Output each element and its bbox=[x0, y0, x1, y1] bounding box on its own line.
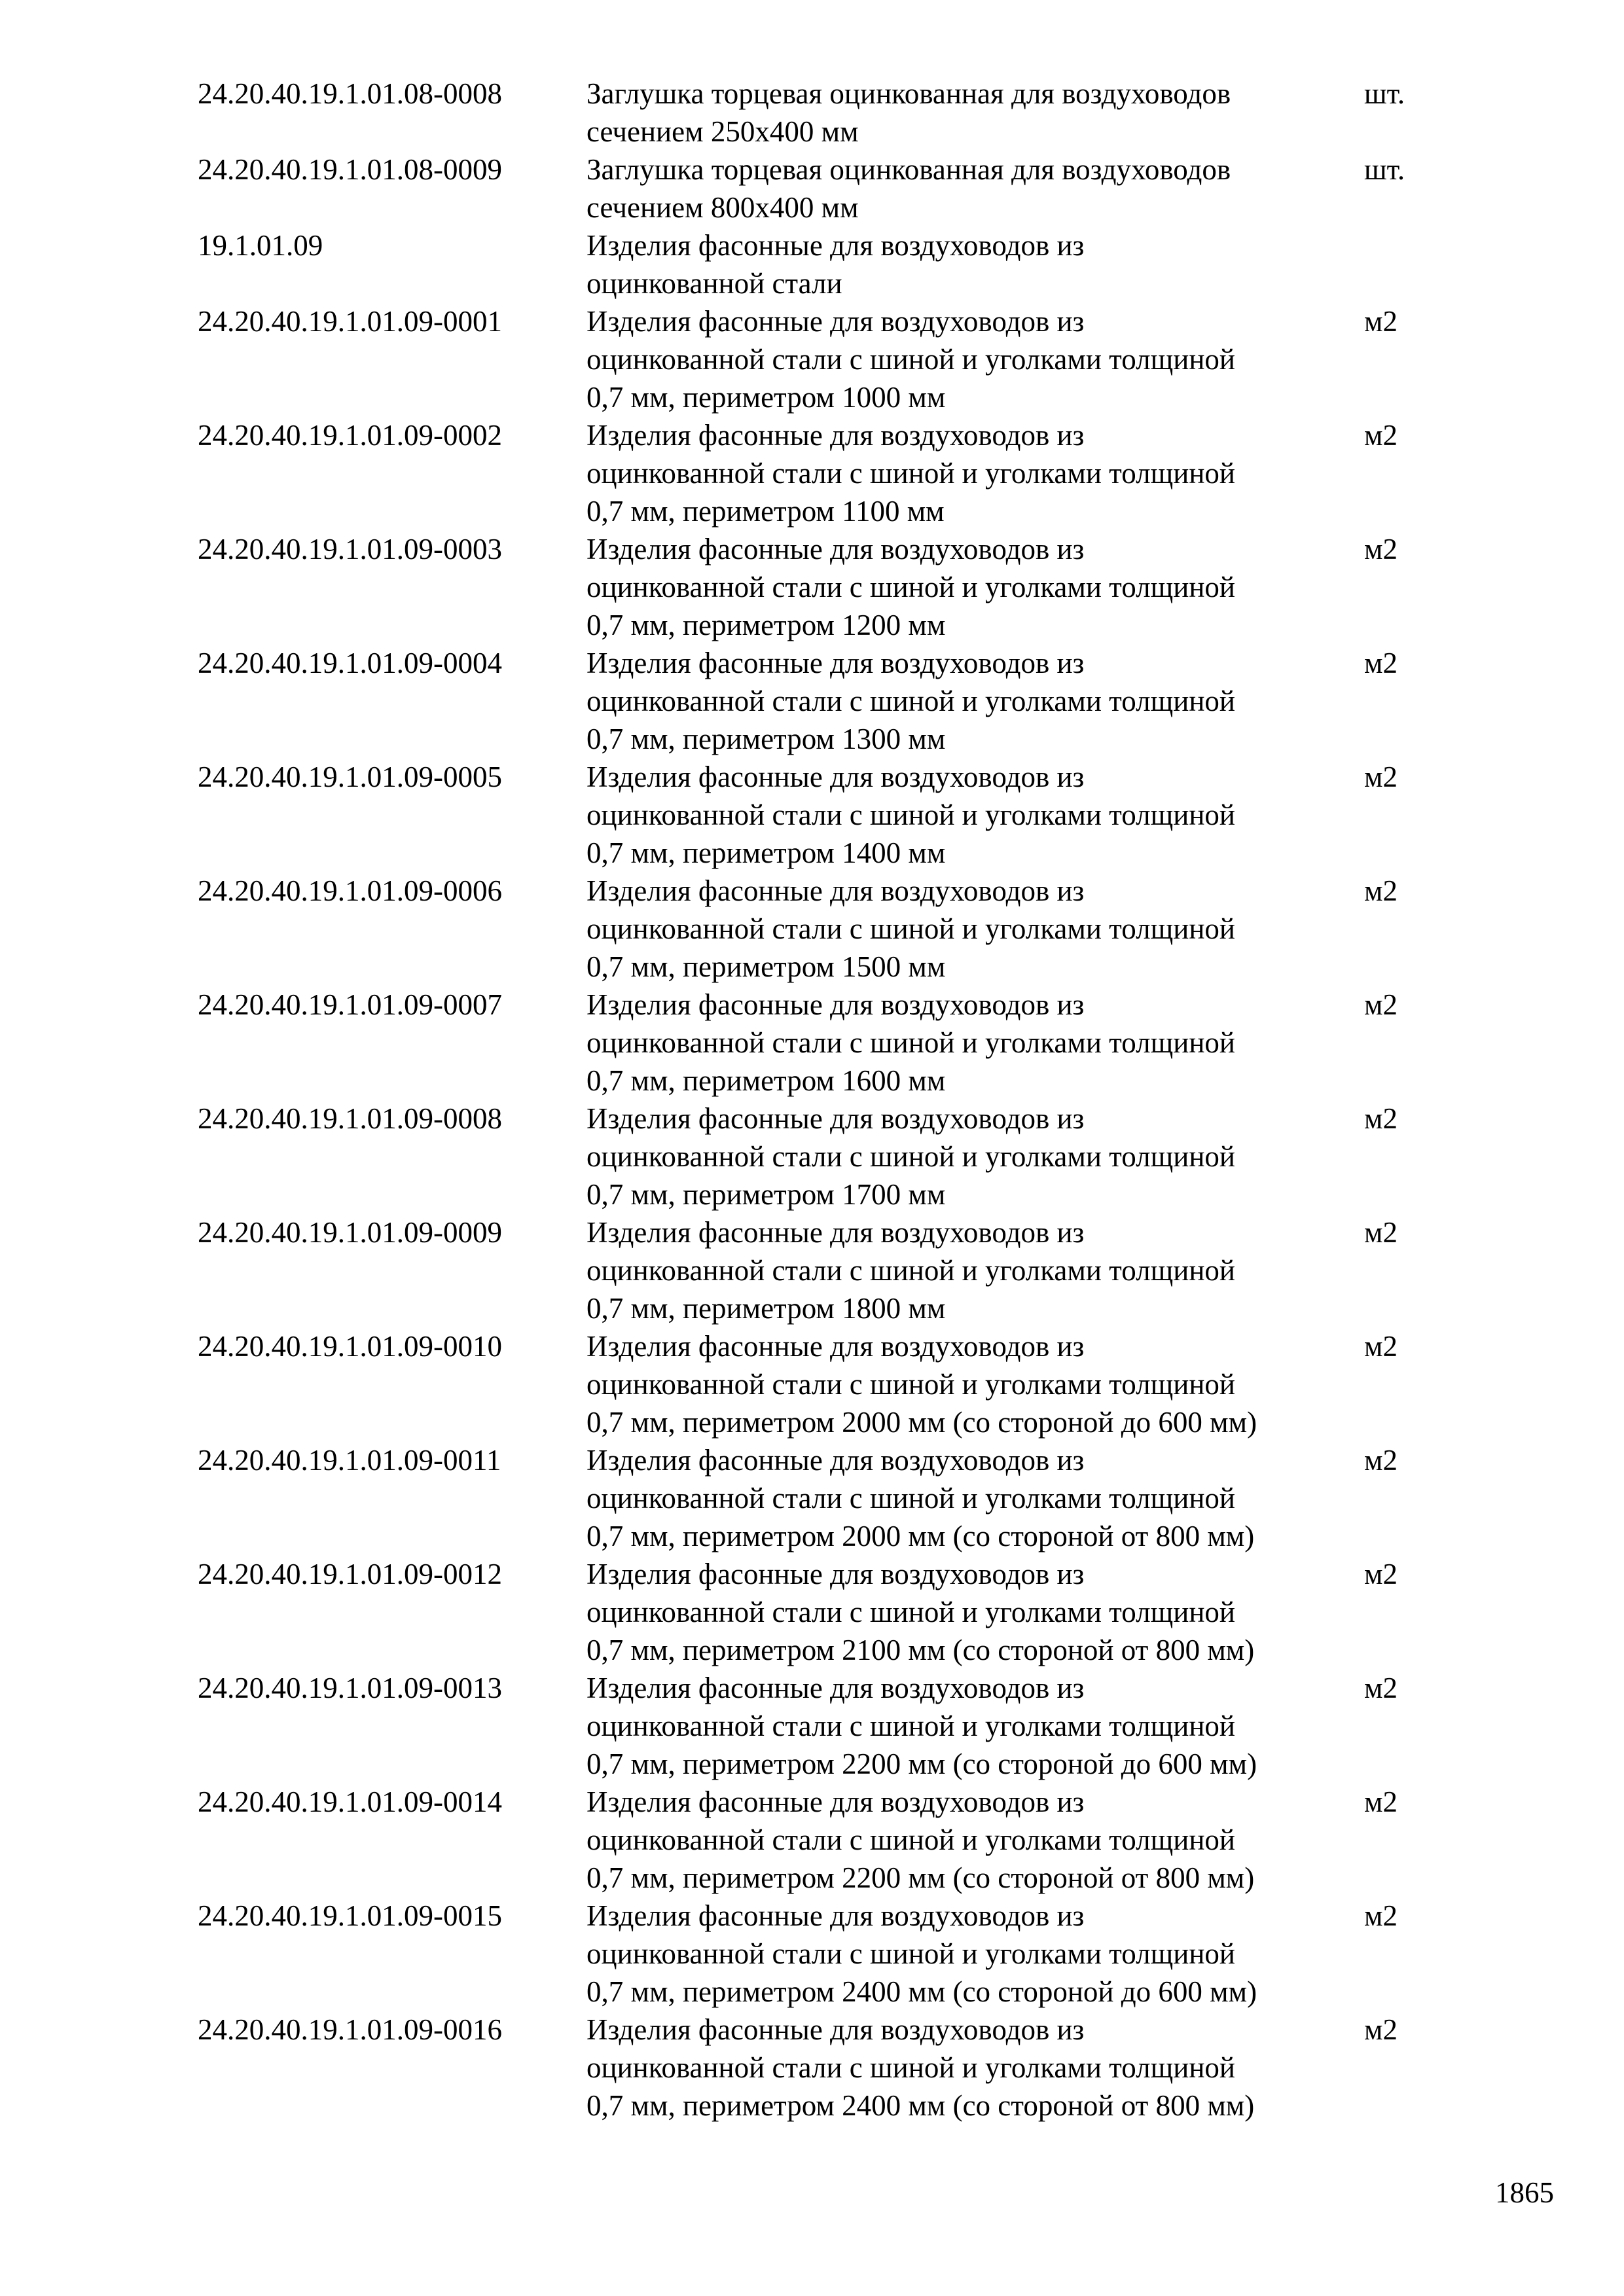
item-name: Изделия фасонные для воздуховодов из оцинкованной стали bbox=[586, 229, 1085, 300]
item-name: Изделия фасонные для воздуховодов из оцинкованной стали с шиной и уголками толщиной 0,7 мм, периметром 1100 мм bbox=[586, 419, 1235, 528]
table-row bbox=[198, 1327, 1441, 1441]
item-code: 24.20.40.19.1.01.09-0005 bbox=[198, 761, 502, 793]
item-name: Заглушка торцевая оцинкованная для воздуховодов сечением 800х400 мм bbox=[586, 153, 1231, 224]
item-name: Изделия фасонные для воздуховодов из оцинкованной стали с шиной и уголками толщиной 0,7 мм, периметром 1300 мм bbox=[586, 647, 1235, 755]
table-row bbox=[198, 530, 1441, 644]
item-name: Изделия фасонные для воздуховодов из оцинкованной стали с шиной и уголками толщиной 0,7 мм, периметром 1200 мм bbox=[586, 533, 1235, 641]
item-unit: м2 bbox=[1364, 2013, 1398, 2046]
item-name: Изделия фасонные для воздуховодов из оцинкованной стали с шиной и уголками толщиной 0,7 мм, периметром 1600 мм bbox=[586, 988, 1235, 1097]
table-row bbox=[198, 644, 1441, 758]
item-code: 24.20.40.19.1.01.09-0001 bbox=[198, 305, 502, 338]
table-row bbox=[198, 1555, 1441, 1669]
item-code: 24.20.40.19.1.01.09-0004 bbox=[198, 647, 502, 679]
item-unit: м2 bbox=[1364, 1444, 1398, 1477]
item-unit: шт. bbox=[1364, 153, 1405, 186]
item-name: Изделия фасонные для воздуховодов из оцинкованной стали с шиной и уголками толщиной 0,7 мм, периметром 2100 мм (со стороной от 800 мм) bbox=[586, 1558, 1255, 1666]
item-unit: м2 bbox=[1364, 1785, 1398, 1818]
item-code: 24.20.40.19.1.01.09-0016 bbox=[198, 2013, 502, 2046]
item-code: 24.20.40.19.1.01.08-0009 bbox=[198, 153, 502, 186]
item-name: Заглушка торцевая оцинкованная для воздуховодов сечением 250х400 мм bbox=[586, 77, 1231, 148]
item-unit: м2 bbox=[1364, 1558, 1398, 1590]
item-name: Изделия фасонные для воздуховодов из оцинкованной стали с шиной и уголками толщиной 0,7 мм, периметром 2200 мм (со стороной от 800 мм) bbox=[586, 1785, 1255, 1894]
item-name: Изделия фасонные для воздуховодов из оцинкованной стали с шиной и уголками толщиной 0,7 мм, периметром 2000 мм (со стороной от 800 мм) bbox=[586, 1444, 1255, 1552]
item-unit: м2 bbox=[1364, 1102, 1398, 1135]
table-row bbox=[198, 2011, 1441, 2125]
item-name: Изделия фасонные для воздуховодов из оцинкованной стали с шиной и уголками толщиной 0,7 мм, периметром 2400 мм (со стороной от 800 мм) bbox=[586, 2013, 1255, 2122]
table-row bbox=[198, 1441, 1441, 1555]
item-unit: м2 bbox=[1364, 647, 1398, 679]
table-row bbox=[198, 75, 1441, 151]
table-row bbox=[198, 1669, 1441, 1783]
item-code: 24.20.40.19.1.01.09-0006 bbox=[198, 874, 502, 907]
item-code: 24.20.40.19.1.01.09-0013 bbox=[198, 1672, 502, 1704]
item-code: 24.20.40.19.1.01.09-0011 bbox=[198, 1444, 501, 1477]
table-row bbox=[198, 302, 1441, 416]
item-unit: м2 bbox=[1364, 1216, 1398, 1249]
item-code: 24.20.40.19.1.01.09-0014 bbox=[198, 1785, 502, 1818]
item-name: Изделия фасонные для воздуховодов из оцинкованной стали с шиной и уголками толщиной 0,7 мм, периметром 1800 мм bbox=[586, 1216, 1235, 1325]
item-unit: м2 bbox=[1364, 419, 1398, 452]
item-code: 24.20.40.19.1.01.09-0009 bbox=[198, 1216, 502, 1249]
item-code: 24.20.40.19.1.01.09-0003 bbox=[198, 533, 502, 565]
item-unit: м2 bbox=[1364, 874, 1398, 907]
item-name: Изделия фасонные для воздуховодов из оцинкованной стали с шиной и уголками толщиной 0,7 мм, периметром 1500 мм bbox=[586, 874, 1235, 983]
item-code: 24.20.40.19.1.01.09-0008 bbox=[198, 1102, 502, 1135]
table-row bbox=[198, 872, 1441, 986]
item-name: Изделия фасонные для воздуховодов из оцинкованной стали с шиной и уголками толщиной 0,7 мм, периметром 2000 мм (со стороной до 600 мм) bbox=[586, 1330, 1257, 1439]
item-unit: м2 bbox=[1364, 305, 1398, 338]
table-row bbox=[198, 1897, 1441, 2011]
item-code: 24.20.40.19.1.01.09-0002 bbox=[198, 419, 502, 452]
item-name: Изделия фасонные для воздуховодов из оцинкованной стали с шиной и уголками толщиной 0,7 мм, периметром 1000 мм bbox=[586, 305, 1235, 414]
item-name: Изделия фасонные для воздуховодов из оцинкованной стали с шиной и уголками толщиной 0,7 мм, периметром 2200 мм (со стороной до 600 мм) bbox=[586, 1672, 1257, 1780]
page-number: 1865 bbox=[1495, 2176, 1554, 2209]
item-code: 19.1.01.09 bbox=[198, 229, 323, 262]
item-code: 24.20.40.19.1.01.09-0012 bbox=[198, 1558, 502, 1590]
table-row bbox=[198, 1100, 1441, 1213]
item-code: 24.20.40.19.1.01.09-0015 bbox=[198, 1899, 502, 1932]
item-name: Изделия фасонные для воздуховодов из оцинкованной стали с шиной и уголками толщиной 0,7 мм, периметром 1400 мм bbox=[586, 761, 1235, 869]
item-code: 24.20.40.19.1.01.08-0008 bbox=[198, 77, 502, 110]
item-unit: м2 bbox=[1364, 1899, 1398, 1932]
item-code: 24.20.40.19.1.01.09-0007 bbox=[198, 988, 502, 1021]
item-unit: м2 bbox=[1364, 988, 1398, 1021]
item-name: Изделия фасонные для воздуховодов из оцинкованной стали с шиной и уголками толщиной 0,7 мм, периметром 1700 мм bbox=[586, 1102, 1235, 1211]
item-unit: шт. bbox=[1364, 77, 1405, 110]
item-unit: м2 bbox=[1364, 1330, 1398, 1363]
table-row bbox=[198, 226, 1441, 302]
item-unit: м2 bbox=[1364, 533, 1398, 565]
item-unit: м2 bbox=[1364, 761, 1398, 793]
table-row bbox=[198, 986, 1441, 1100]
item-unit: м2 bbox=[1364, 1672, 1398, 1704]
item-name: Изделия фасонные для воздуховодов из оцинкованной стали с шиной и уголками толщиной 0,7 мм, периметром 2400 мм (со стороной до 600 мм) bbox=[586, 1899, 1257, 2008]
table-row bbox=[198, 758, 1441, 872]
item-code: 24.20.40.19.1.01.09-0010 bbox=[198, 1330, 502, 1363]
table-row bbox=[198, 416, 1441, 530]
table-row bbox=[198, 151, 1441, 226]
price-list-table bbox=[198, 75, 1441, 2125]
table-row bbox=[198, 1213, 1441, 1327]
table-row bbox=[198, 1783, 1441, 1897]
